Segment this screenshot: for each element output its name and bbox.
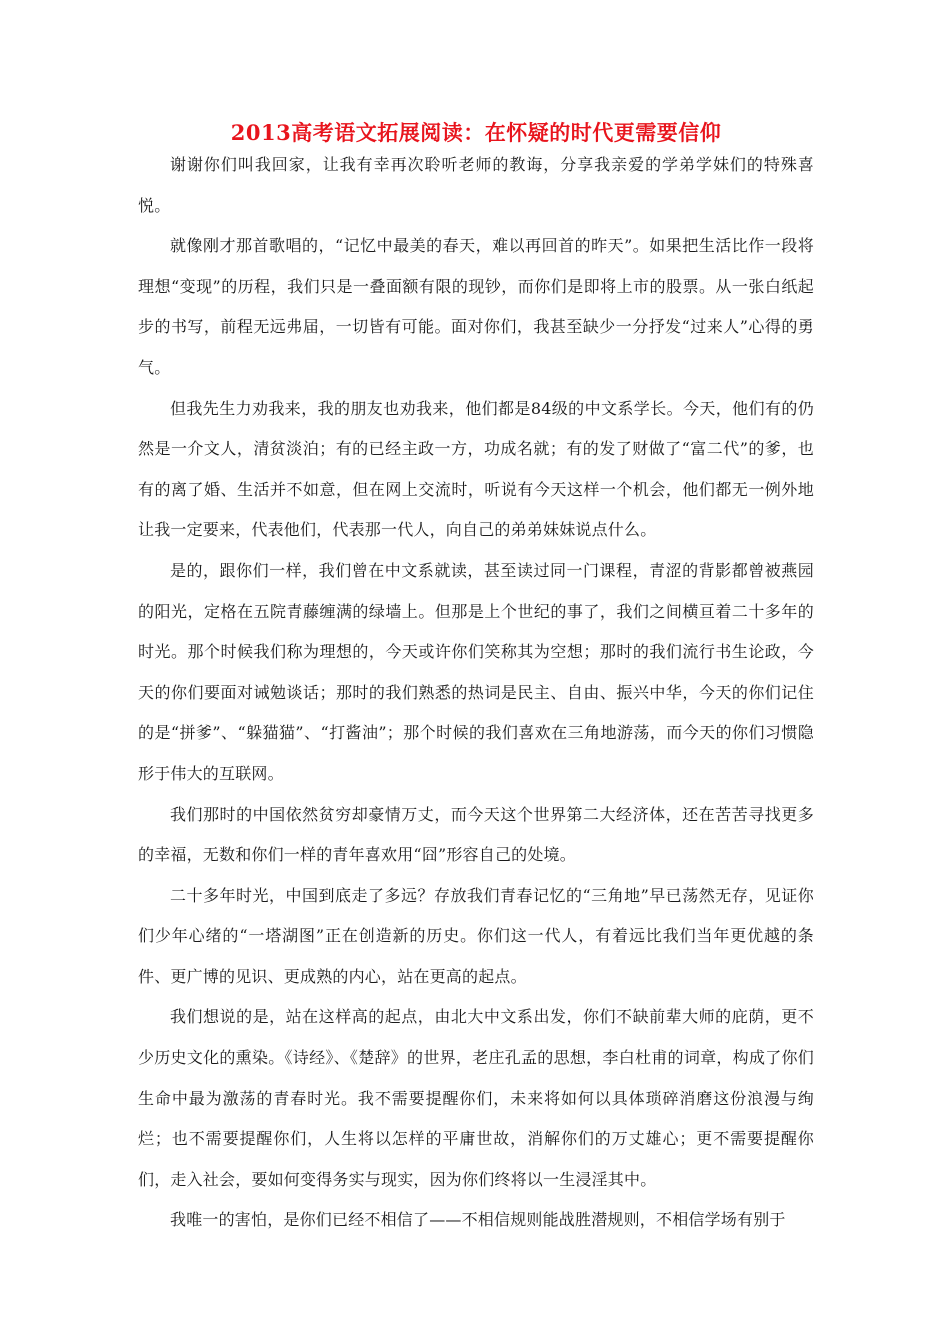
paragraph: 二十多年时光，中国到底走了多远？存放我们青春记忆的“三角地”早已荡然无存，见证你们少年心绪的“一塔湖图”正在创造新的历史。你们这一代人，有着远比我们当年更优越的条件、更广博的见识、更成熟的内心，站在更高的起点。	[138, 885, 814, 986]
paragraph: 是的，跟你们一样，我们曾在中文系就读，甚至读过同一门课程，青涩的背影都曾被燕园的阳光，定格在五院青藤缠满的绿墙上。但那是上个世纪的事了，我们之间横亘着二十多年的时光。那个时候我们称为理想的，今天或许你们笑称其为空想；那时的我们流行书生论政，今天的你们要面对诫勉谈话；那时的我们熟悉的热词是民主、自由、振兴中华，今天的你们记住的是“拼爹”、“躲猫猫”、“打酱油”；那个时候的我们喜欢在三角地游荡，而今天的你们习惯隐形于伟大的互联网。	[138, 560, 814, 783]
paragraph: 我们那时的中国依然贫穷却豪情万丈，而今天这个世界第二大经济体，还在苦苦寻找更多的幸福，无数和你们一样的青年喜欢用“囧”形容自己的处境。	[138, 804, 814, 865]
document-title: 2013高考语文拓展阅读：在怀疑的时代更需要信仰	[230, 120, 722, 145]
document-body	[138, 118, 814, 1241]
paragraph: 谢谢你们叫我回家，让我有幸再次聆听老师的教诲，分享我亲爱的学弟学妹们的特殊喜悦。	[138, 155, 814, 215]
paragraph: 我唯一的害怕，是你们已经不相信了——不相信规则能战胜潜规则，不相信学场有别于	[170, 1210, 786, 1230]
paragraph: 就像刚才那首歌唱的，“记忆中最美的春天，难以再回首的昨天”。如果把生活比作一段将理想“变现”的历程，我们只是一叠面额有限的现钞，而你们是即将上市的股票。从一张白纸起步的书写，前程无远弗届，一切皆有可能。面对你们，我甚至缺少一分抒发“过来人”心得的勇气。	[138, 236, 814, 377]
paragraph: 但我先生力劝我来，我的朋友也劝我来，他们都是84级的中文系学长。今天，他们有的仍然是一介文人，清贫淡泊；有的已经主政一方，功成名就；有的发了财做了“富二代”的爹，也有的离了婚、生活并不如意，但在网上交流时，听说有今天这样一个机会，他们都无一例外地让我一定要来，代表他们，代表那一代人，向自己的弟弟妹妹说点什么。	[138, 398, 814, 540]
paragraph: 我们想说的是，站在这样高的起点，由北大中文系出发，你们不缺前辈大师的庇荫，更不少历史文化的熏染。《诗经》、《楚辞》的世界，老庄孔孟的思想，李白杜甫的词章，构成了你们生命中最为激荡的青春时光。我不需要提醒你们，未来将如何以具体琐碎消磨这份浪漫与绚烂；也不需要提醒你们，人生将以怎样的平庸世故，消解你们的万丈雄心；更不需要提醒你们，走入社会，要如何变得务实与现实，因为你们终将以一生浸淫其中。	[138, 1007, 814, 1189]
